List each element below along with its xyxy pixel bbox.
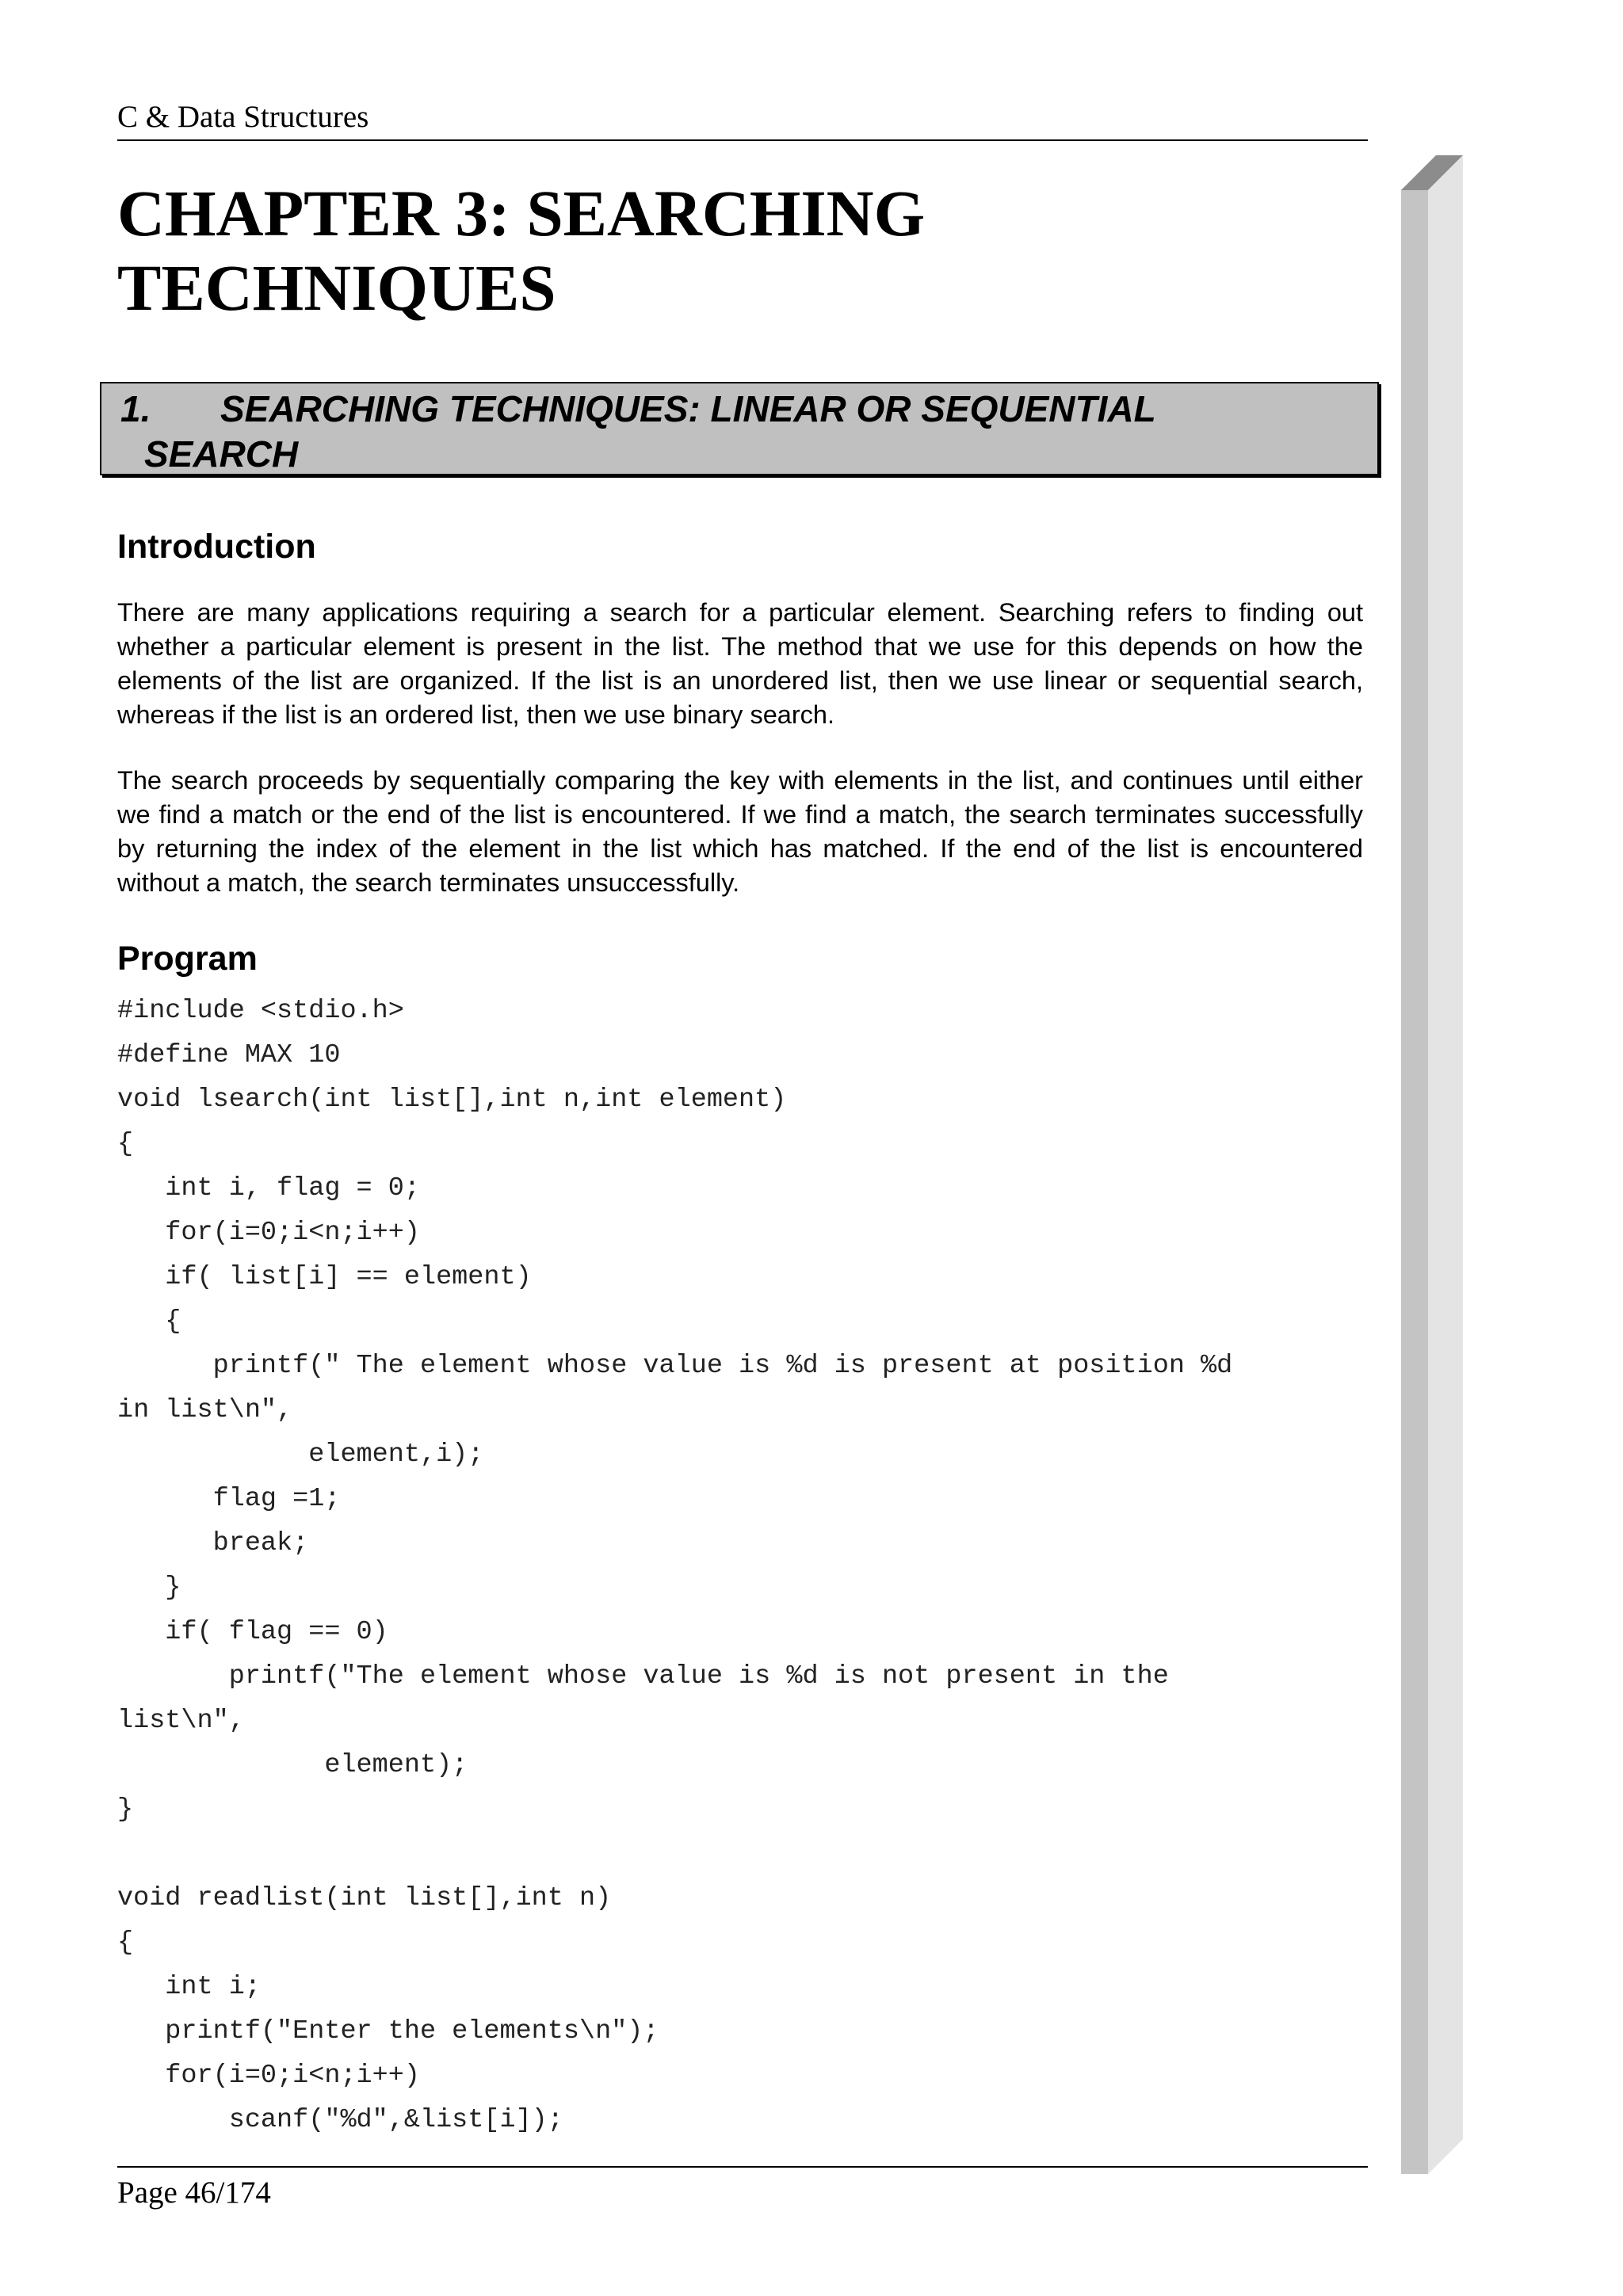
code-line: { [117, 1928, 134, 1958]
footer-rule [117, 2166, 1368, 2168]
section-title-line-1: SEARCHING TECHNIQUES: LINEAR OR SEQUENTIAL [220, 388, 1156, 429]
code-line: scanf("%d",&list[i]); [117, 2105, 563, 2135]
code-line: #include <stdio.h> [117, 996, 404, 1026]
code-line: list\n", [117, 1706, 245, 1736]
code-line: int i; [117, 1972, 261, 2002]
code-line: void readlist(int list[],int n) [117, 1883, 612, 1913]
decorative-side-bar [1401, 155, 1463, 2174]
code-line: void lsearch(int list[],int n,int element) [117, 1085, 787, 1115]
side-bar-side-face [1428, 155, 1463, 2174]
code-line: break; [117, 1528, 309, 1558]
code-line: in list\n", [117, 1395, 293, 1425]
code-line: printf("The element whose value is %d is not present in the [117, 1661, 1169, 1691]
code-line: if( flag == 0) [117, 1617, 388, 1647]
program-heading: Program [117, 940, 258, 978]
intro-paragraph-2: The search proceeds by sequentially comparing the key with elements in the list, and continues until either we find a match or the end of the list is encountered. If we find a match, the search terminates successfully by returning the index of the element in the list which has matched. If the end of the list is encountered without a match, the search terminates unsuccessfully. [117, 766, 1363, 897]
code-line: } [117, 1573, 181, 1603]
page-number: Page 46/174 [117, 2176, 271, 2210]
code-line: flag =1; [117, 1484, 341, 1514]
chapter-title-line-1: CHAPTER 3: SEARCHING [117, 177, 926, 250]
running-header: C & Data Structures [117, 100, 369, 134]
code-line: int i, flag = 0; [117, 1173, 420, 1203]
chapter-title-line-2: TECHNIQUES [117, 251, 556, 324]
code-line: element,i); [117, 1440, 484, 1470]
code-line: element); [117, 1750, 468, 1780]
code-line: for(i=0;i<n;i++) [117, 2061, 420, 2091]
code-line: #define MAX 10 [117, 1040, 341, 1070]
code-line: for(i=0;i<n;i++) [117, 1218, 420, 1248]
code-line: } [117, 1794, 134, 1825]
header-rule [117, 139, 1368, 141]
chapter-title [117, 176, 925, 325]
section-number: 1. [120, 388, 151, 429]
code-line: { [117, 1306, 181, 1337]
code-line: { [117, 1129, 134, 1159]
intro-paragraph-1: There are many applications requiring a search for a particular element. Searching refers to finding out whether a particular element is present in the list. The method that we use for this depends on how the elements of the list are organized. If the list is an unordered list, then we use linear or sequential search, whereas if the list is an ordered list, then we use binary search. [117, 598, 1363, 729]
section-title [120, 387, 1357, 477]
code-line: printf("Enter the elements\n"); [117, 2016, 659, 2046]
code-line: if( list[i] == element) [117, 1262, 532, 1292]
introduction-heading: Introduction [117, 528, 316, 566]
section-heading-box [100, 382, 1379, 475]
section-title-line-2: SEARCH [144, 433, 299, 475]
code-line: printf(" The element whose value is %d is present at position %d [117, 1351, 1233, 1381]
side-bar-front-face [1401, 190, 1428, 2174]
